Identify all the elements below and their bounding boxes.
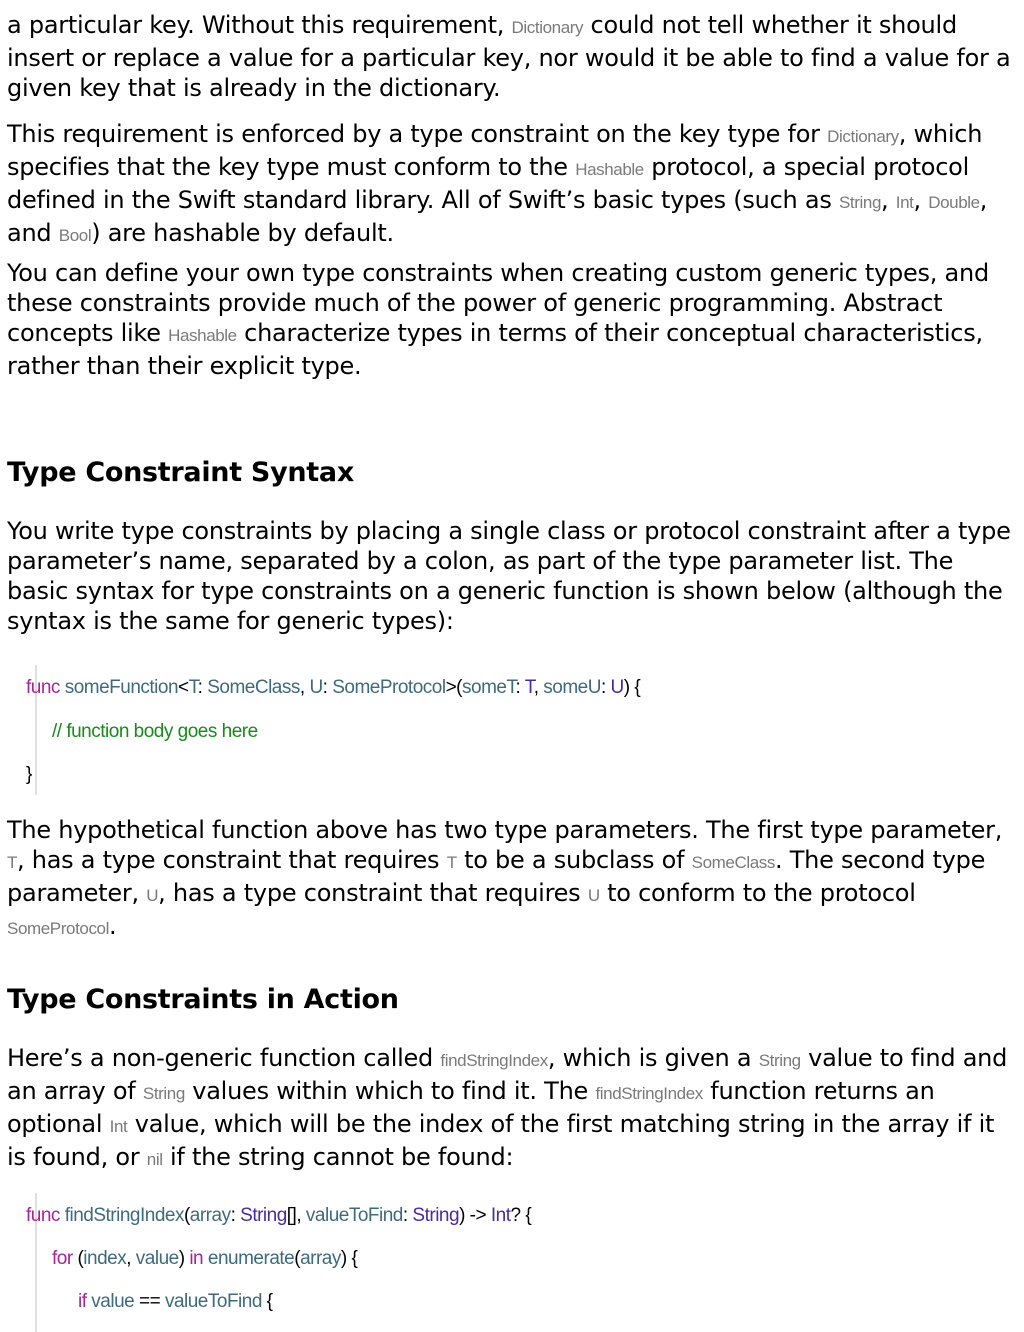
paragraph-syntax-description: You write type constraints by placing a single class or protocol constraint after a type parameter’s name, separated by a colon, as part of the type parameter list. The basic syntax for type constraints on a generic function is shown below (although the syntax is the same for generic types): [7,517,1011,635]
inline-code: String [838,193,881,212]
inline-code: U [146,886,159,905]
inline-code: Int [895,193,914,212]
inline-code: Dictionary [511,18,584,37]
section-heading-syntax: Type Constraint Syntax [7,457,354,488]
paragraph-dictionary-requirement: a particular key. Without this requirement, Dictionary could not tell whether it should insert or replace a value for a particular key, nor would it be able to find a value for a given key that is already in the dictionary. [7,11,1011,102]
paragraph-hashable-constraint: This requirement is enforced by a type constraint on the key type for Dictionary, which specifies that the key type must conform to the Hashable protocol, a special protocol defined in the Swift standard library. All of Swift’s basic types (such as String, Int, Double, and Bool) are hashable by default. [7,120,988,247]
inline-code: nil [146,1150,163,1169]
inline-code: String [142,1084,185,1103]
paragraph-hypothetical-function: The hypothetical function above has two type parameters. The first type parameter, T, has a type constraint that requires T to be a subclass of SomeClass. The second type parameter, U, has a type constraint that requires U to conform to the protocol SomeProtocol. [7,816,1003,940]
inline-code: Dictionary [827,127,899,146]
inline-code: Hashable [575,160,644,179]
inline-code: Double [928,193,980,212]
paragraph-find-string-index: Here’s a non-generic function called findStringIndex, which is given a String value to find and an array of String values within which to find it. The findStringIndex function returns an optional Int value, which will be the index of the first matching string in the array if it is found, or nil if the string cannot be found: [7,1044,1008,1171]
inline-code: T [446,853,457,872]
inline-code: String [758,1051,801,1070]
code-line: if value == valueToFind { [78,1291,273,1312]
inline-code: T [7,853,17,872]
inline-code: findStringIndex [440,1051,548,1070]
code-line: func someFunction<T: SomeClass, U: SomeProtocol>(someT: T, someU: U) { [26,677,641,698]
code-line: func findStringIndex(array: String[], valueToFind: String) -> Int? { [26,1205,532,1226]
code-comment: // function body goes here [52,721,258,742]
code-block-find-string-index [26,1193,532,1332]
inline-code: Int [109,1117,128,1136]
inline-code: Hashable [168,326,237,345]
paragraph-custom-constraints: You can define your own type constraints when creating custom generic types, and these constraints provide much of the power of generic programming. Abstract concepts like Hashable characterize types in terms of their conceptual characteristics, rather than their explicit type. [7,259,989,380]
section-heading-in-action: Type Constraints in Action [7,984,399,1015]
code-block-some-function [26,665,641,795]
inline-code: SomeClass [691,853,775,872]
code-line: for (index, value) in enumerate(array) { [52,1248,358,1269]
inline-code: findStringIndex [595,1084,703,1103]
inline-code: Bool [58,226,92,245]
inline-code: SomeProtocol [7,919,109,938]
inline-code: U [587,886,600,905]
code-line: } [26,764,32,785]
